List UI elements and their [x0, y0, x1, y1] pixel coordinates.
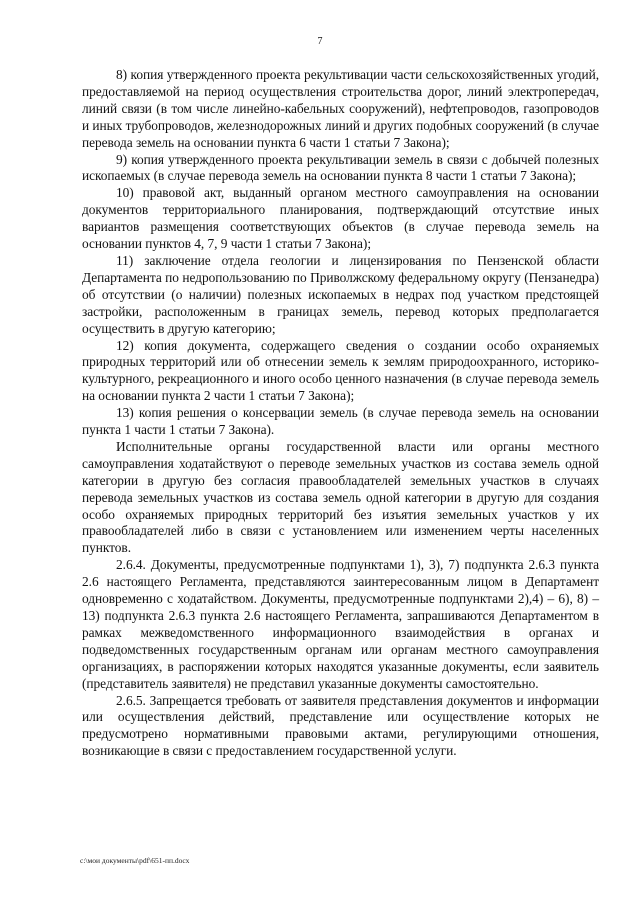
paragraph-item-10: 10) правовой акт, выданный органом местного самоуправления на основании документов территориального планирования, подтверждающий отсутствие иных вариантов размещения соответствующих объектов (в случае перевода земель на основании пунктов 4, 7, 9 части 1 статьи 7 Закона);	[82, 185, 599, 252]
footer-file-path: c:\мои документы\pdf\651-пп.docx	[80, 856, 190, 865]
paragraph-item-11: 11) заключение отдела геологии и лицензирования по Пензенской области Департамента по недропользованию по Приволжскому федеральному округу (Пензанедра) об отсутствии (о наличии) полезных ископаемых в недрах под участком предстоящей застройки, расположенным в границах земель, перевод которых предполагается осуществить в другую категорию;	[82, 252, 599, 336]
page-number: 7	[317, 36, 323, 47]
paragraph-item-13: 13) копия решения о консервации земель (в случае перевода земель на основании пункта 1 части 1 статьи 7 Закона).	[82, 405, 599, 438]
paragraph-executive-bodies: Исполнительные органы государственной власти или органы местного самоуправления ходатайствуют о переводе земельных участков из состава земель одной категории в другую без согласия правообладателей земельных участков в случаях перевода земельных участков из состава земель одной категории в другую для создания особо охраняемых природных территорий без изъятия земельных участков у их правообладателей либо в связи с установлением или изменением черты населенных пунктов.	[82, 438, 599, 556]
paragraph-item-12: 12) копия документа, содержащего сведения о создании особо охраняемых природных территорий или об отнесении земель к землям природоохранного, историко-культурного, рекреационного и иного особо ценного назначения (в случае перевода земель на основании пункта 2 части 1 статьи 7 Закона);	[82, 337, 599, 404]
paragraph-item-9: 9) копия утвержденного проекта рекультивации земель в связи с добычей полезных ископаемых (в случае перевода земель на основании пункта 8 части 1 статьи 7 Закона);	[82, 151, 599, 184]
document-body	[82, 67, 599, 760]
paragraph-2-6-5: 2.6.5. Запрещается требовать от заявителя представления документов и информации или осуществления действий, представление или осуществление которых не предусмотрено нормативными правовыми актами, регулирующими отношения, возникающие в связи с предоставлением государственной услуги.	[82, 692, 599, 759]
paragraph-2-6-4: 2.6.4. Документы, предусмотренные подпунктами 1), 3), 7) подпункта 2.6.3 пункта 2.6 настоящего Регламента, представляются заинтересованным лицом в Департамент одновременно с ходатайством. Документы, предусмотренные подпунктами 2),4) – 6), 8) – 13) подпункта 2.6.3 пункта 2.6 настоящего Регламента, запрашиваются Департаментом в рамках межведомственного информационного взаимодействия в органах и подведомственных государственным органам или органам местного самоуправления организациях, в распоряжении которых находятся указанные документы, если заявитель (представитель заявителя) не представил указанные документы самостоятельно.	[82, 557, 599, 691]
paragraph-item-8: 8) копия утвержденного проекта рекультивации части сельскохозяйственных угодий, предоставляемой на период осуществления строительства дорог, линий электропередач, линий связи (в том числе линейно-кабельных сооружений), нефтепроводов, газопроводов и иных трубопроводов, железнодорожных линий и других подобных сооружений (в случае перевода земель на основании пункта 6 части 1 статьи 7 Закона);	[82, 67, 599, 150]
